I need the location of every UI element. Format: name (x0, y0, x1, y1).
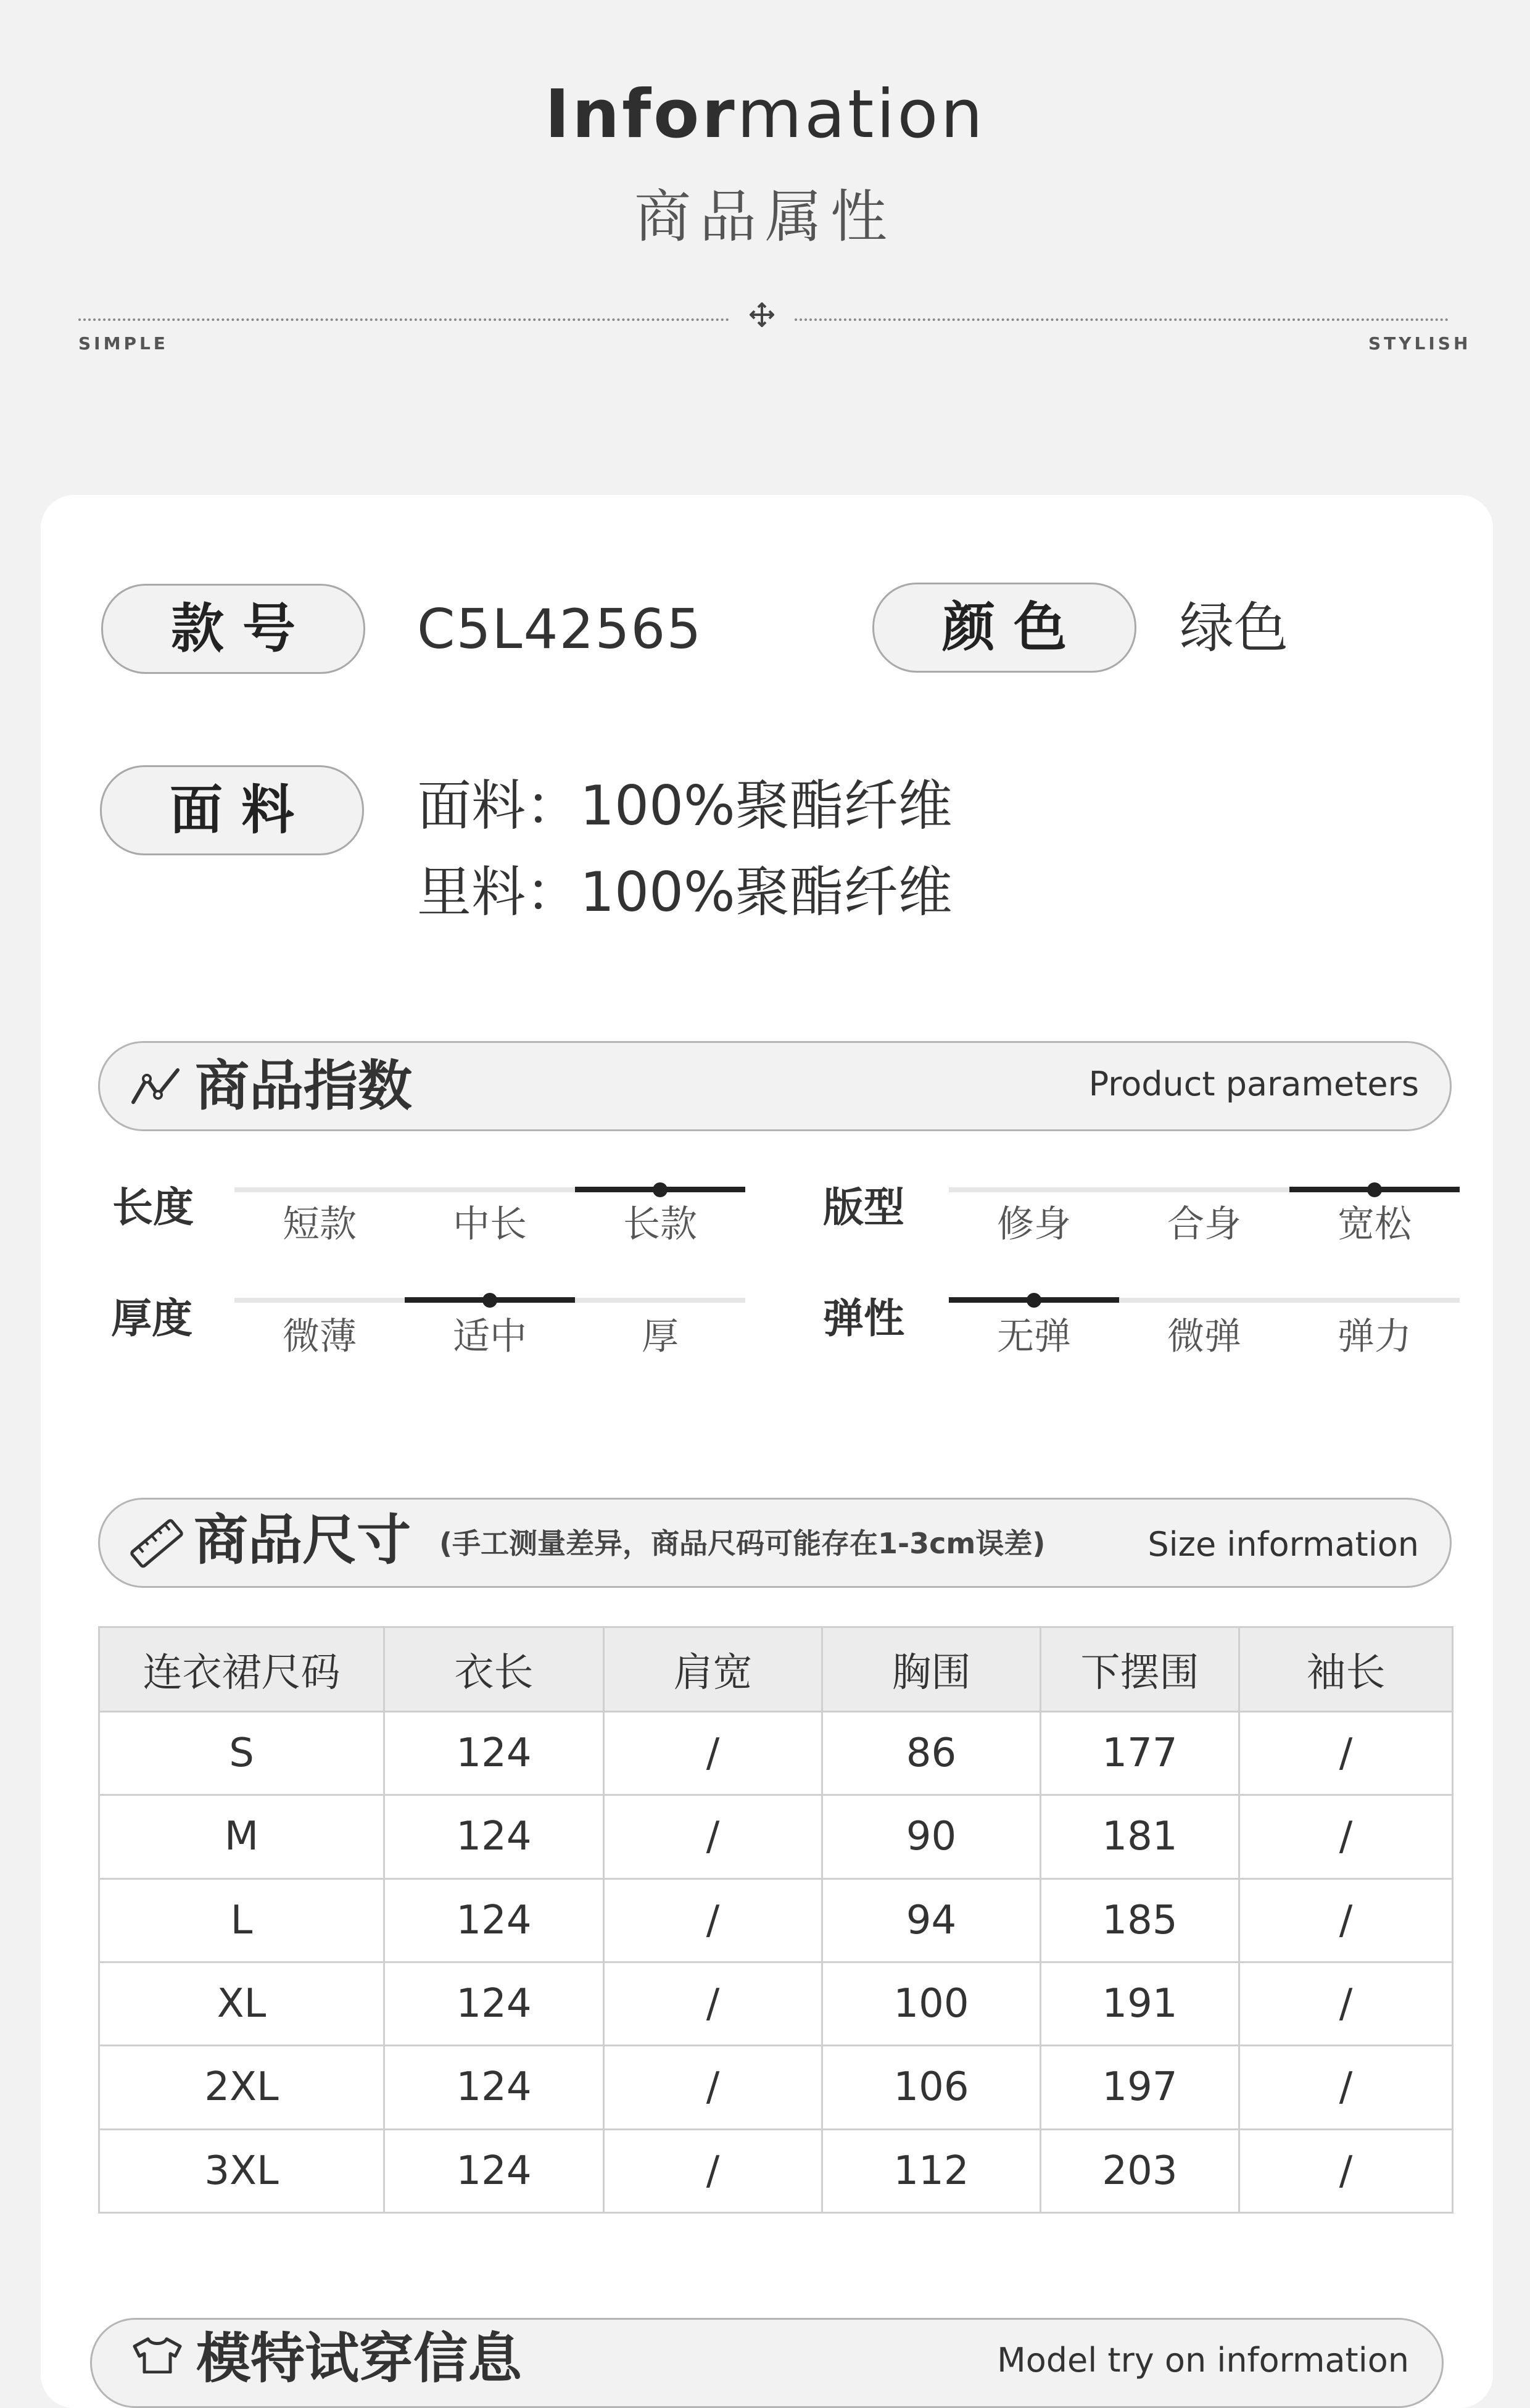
table-row (99, 2046, 1453, 2129)
model-info-title-en: Model try on information (997, 2341, 1409, 2380)
index-label-thickness: 厚度 (111, 1295, 192, 1342)
table-cell: / (604, 2129, 822, 2212)
table-cell: / (1239, 2129, 1453, 2212)
size-info-title-en: Size information (1148, 1525, 1419, 1564)
fit-option-slim: 修身 (997, 1203, 1071, 1246)
column-header: 下摆围 (1041, 1627, 1239, 1712)
elasticity-option-none: 无弹 (997, 1315, 1071, 1358)
section-heading-information (0, 76, 1530, 153)
table-cell: 124 (384, 1962, 604, 2045)
table-cell: 124 (384, 1879, 604, 1962)
size-info-title: 商品尺寸 (194, 1508, 411, 1572)
table-cell: 112 (822, 2129, 1041, 2212)
table-cell: 124 (384, 2046, 604, 2129)
table-row (99, 1879, 1453, 1962)
column-header: 连衣裙尺码 (99, 1627, 384, 1712)
table-cell: 2XL (99, 2046, 384, 2129)
trend-line-icon (130, 1065, 183, 1108)
color-label: 颜色 (872, 583, 1136, 673)
length-option-long: 长款 (623, 1203, 697, 1246)
divider-right (795, 318, 1449, 321)
table-cell: 86 (822, 1712, 1041, 1795)
table-cell: M (99, 1795, 384, 1879)
elasticity-selected-dot (1027, 1293, 1041, 1308)
table-cell: / (1239, 2046, 1453, 2129)
shirt-icon (130, 2336, 185, 2373)
section-subheading: 商品属性 (634, 184, 896, 250)
table-cell: 185 (1041, 1879, 1239, 1962)
model-info-title: 模特试穿信息 (196, 2327, 523, 2390)
thickness-option-thick: 厚 (642, 1315, 679, 1358)
divider-left (78, 318, 729, 321)
heading-regular-part: mation (737, 76, 985, 153)
stylish-label: STYLISH (1368, 333, 1471, 354)
table-cell: 100 (822, 1962, 1041, 2045)
length-option-mid: 中长 (453, 1203, 527, 1246)
table-row (99, 2129, 1453, 2212)
style-number-label: 款号 (101, 584, 365, 674)
elasticity-option-slight: 微弹 (1167, 1315, 1241, 1358)
color-value: 绿色 (1180, 596, 1289, 660)
table-cell: / (1239, 1712, 1453, 1795)
product-index-title: 商品指数 (195, 1054, 413, 1118)
column-header: 衣长 (384, 1627, 604, 1712)
length-option-short: 短款 (283, 1203, 357, 1246)
size-table (98, 1626, 1454, 2214)
table-cell: 106 (822, 2046, 1041, 2129)
table-cell: / (1239, 1795, 1453, 1879)
thickness-option-medium: 适中 (453, 1315, 527, 1358)
column-header: 袖长 (1239, 1627, 1453, 1712)
table-cell: / (1239, 1879, 1453, 1962)
heading-bold-part: Infor (545, 76, 737, 153)
table-cell: 124 (384, 1795, 604, 1879)
table-cell: L (99, 1879, 384, 1962)
simple-label: SIMPLE (78, 333, 168, 354)
fabric-outer-line: 面料：100%聚酯纤维 (417, 774, 953, 837)
thickness-selected-dot (482, 1293, 497, 1308)
table-cell: / (604, 1879, 822, 1962)
table-cell: / (604, 1712, 822, 1795)
index-label-elasticity: 弹性 (823, 1295, 904, 1342)
table-cell: 203 (1041, 2129, 1239, 2212)
table-cell: 197 (1041, 2046, 1239, 2129)
table-row (99, 1712, 1453, 1795)
length-selected-dot (653, 1182, 668, 1197)
table-cell: / (604, 1962, 822, 2045)
table-cell: 191 (1041, 1962, 1239, 2045)
fit-option-loose: 宽松 (1338, 1203, 1412, 1246)
table-cell: / (604, 2046, 822, 2129)
table-cell: 124 (384, 1712, 604, 1795)
table-cell: / (1239, 1962, 1453, 2045)
fit-selected-dot (1367, 1182, 1382, 1197)
table-cell: XL (99, 1962, 384, 2045)
table-row (99, 1795, 1453, 1879)
column-header: 肩宽 (604, 1627, 822, 1712)
table-cell: / (604, 1795, 822, 1879)
index-label-fit: 版型 (823, 1184, 904, 1231)
cross-ornament-icon (750, 302, 774, 327)
index-label-length: 长度 (112, 1184, 194, 1231)
table-cell: 181 (1041, 1795, 1239, 1879)
table-cell: 94 (822, 1879, 1041, 1962)
thickness-option-thin: 微薄 (283, 1315, 357, 1358)
size-info-note: (手工测量差异，商品尺码可能存在1-3cm误差) (439, 1527, 1046, 1560)
fabric-lining-line: 里料：100%聚酯纤维 (417, 860, 953, 924)
table-row (99, 1962, 1453, 2045)
style-number-value: C5L42565 (417, 597, 703, 661)
table-cell: 124 (384, 2129, 604, 2212)
table-cell: 177 (1041, 1712, 1239, 1795)
table-header-row (99, 1627, 1453, 1712)
column-header: 胸围 (822, 1627, 1041, 1712)
elasticity-option-stretch: 弹力 (1338, 1315, 1412, 1358)
fabric-label: 面料 (100, 765, 364, 855)
table-cell: 3XL (99, 2129, 384, 2212)
table-cell: 90 (822, 1795, 1041, 1879)
ruler-icon (127, 1516, 186, 1571)
product-index-title-en: Product parameters (1088, 1065, 1419, 1103)
table-cell: S (99, 1712, 384, 1795)
fit-option-regular: 合身 (1167, 1203, 1241, 1246)
